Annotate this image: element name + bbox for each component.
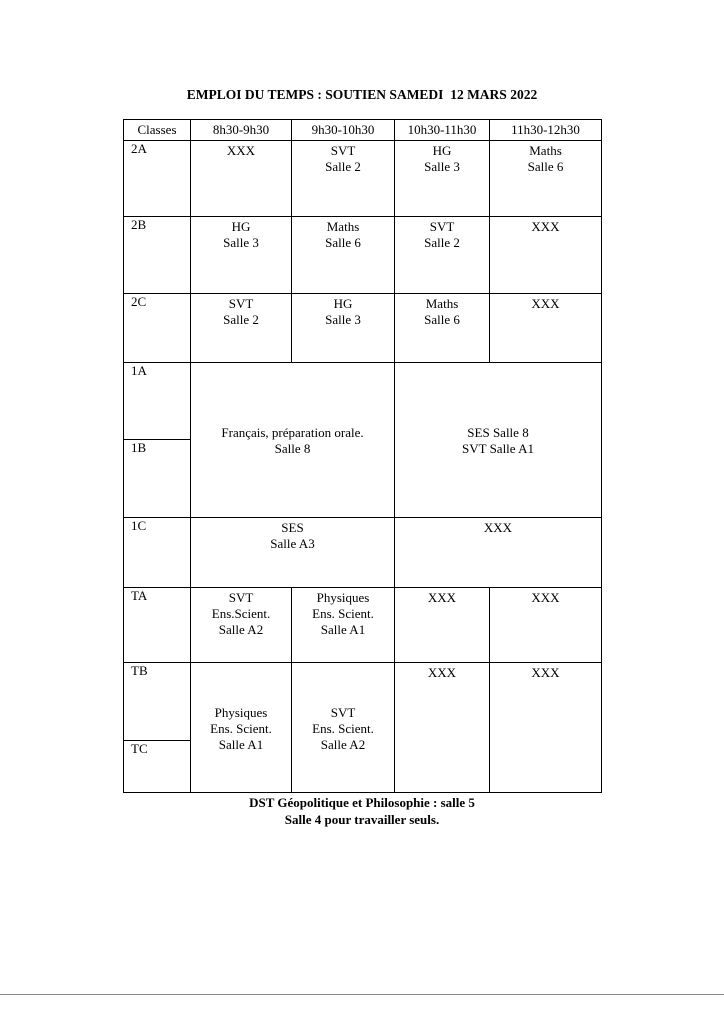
cell-TA-2 xyxy=(292,588,395,663)
class-label: 2A xyxy=(124,141,191,217)
cell-2C-1 xyxy=(191,294,292,363)
cell-TBC-1 xyxy=(191,663,292,793)
cell-1AB-right xyxy=(395,363,602,518)
cell-text: Français, préparation orale. xyxy=(221,425,364,440)
cell-text: Salle 6 xyxy=(424,312,460,327)
class-label: TA xyxy=(124,588,191,663)
class-label: TC xyxy=(124,741,191,793)
cell-text: XXX xyxy=(427,665,457,680)
cell-TB-4 xyxy=(490,663,602,793)
cell-text: Ens.Scient. xyxy=(211,606,271,621)
cell-text: Salle 2 xyxy=(424,235,460,250)
cell-text: XXX xyxy=(483,520,513,535)
cell-TA-4 xyxy=(490,588,602,663)
cell-text: XXX xyxy=(531,590,560,605)
cell-text: HG xyxy=(432,143,452,158)
cell-TB-3 xyxy=(395,663,490,793)
cell-text: Physiques xyxy=(316,590,370,605)
cell-text: HG xyxy=(231,219,251,234)
cell-text: XXX xyxy=(531,665,560,680)
cell-text: Salle A2 xyxy=(320,736,366,752)
cell-text: XXX xyxy=(531,219,560,234)
cell-text: Salle 2 xyxy=(223,312,259,327)
cell-text: Salle A1 xyxy=(218,736,264,752)
cell-2B-2 xyxy=(292,217,395,294)
cell-text: Salle 3 xyxy=(424,159,460,174)
class-label: 1A xyxy=(124,363,191,440)
cell-1AB-left xyxy=(191,363,395,518)
header-slot-1: 8h30-9h30 xyxy=(191,120,292,141)
cell-text: Salle A1 xyxy=(320,622,366,637)
cell-2C-3 xyxy=(395,294,490,363)
cell-text: Salle A2 xyxy=(218,622,264,637)
cell-text: Ens. Scient. xyxy=(210,720,272,736)
cell-TA-1 xyxy=(191,588,292,663)
cell-text: Salle 3 xyxy=(325,312,361,327)
cell-text: SVT xyxy=(228,590,254,605)
page-title: EMPLOI DU TEMPS : SOUTIEN SAMEDI 12 MARS 2022 xyxy=(186,87,538,102)
cell-text: Salle A3 xyxy=(270,536,315,551)
class-label: 2B xyxy=(124,217,191,294)
cell-text: SVT xyxy=(330,704,356,720)
cell-2A-2 xyxy=(292,141,395,217)
cell-text: HG xyxy=(333,296,353,311)
cell-text: SVT xyxy=(330,143,356,158)
cell-text: Salle 8 xyxy=(274,441,311,456)
cell-TA-3 xyxy=(395,588,490,663)
footer-line-2: Salle 4 pour travailler seuls. xyxy=(284,812,440,827)
cell-text: Physiques xyxy=(214,704,268,720)
row-TA xyxy=(124,588,602,663)
cell-text: Maths xyxy=(529,143,562,158)
header-slot-4: 11h30-12h30 xyxy=(490,120,602,141)
cell-text: SVT Salle A1 xyxy=(462,441,534,456)
cell-text: Salle 2 xyxy=(325,159,361,174)
cell-2A-1 xyxy=(191,141,292,217)
row-TB xyxy=(124,663,602,741)
row-2B xyxy=(124,217,602,294)
cell-2B-1 xyxy=(191,217,292,294)
cell-2B-4 xyxy=(490,217,602,294)
cell-text: Salle 6 xyxy=(325,235,361,250)
cell-2C-2 xyxy=(292,294,395,363)
row-1A xyxy=(124,363,602,440)
class-label: 1C xyxy=(124,518,191,588)
header-slot-2: 9h30-10h30 xyxy=(292,120,395,141)
footer-line-1: DST Géopolitique et Philosophie : salle 5 xyxy=(249,795,475,810)
timetable xyxy=(123,119,602,793)
cell-TBC-2 xyxy=(292,663,395,793)
cell-text: Maths xyxy=(326,219,360,234)
header-classes: Classes xyxy=(124,120,191,141)
cell-2A-4 xyxy=(490,141,602,217)
cell-text: SES Salle 8 xyxy=(467,425,529,440)
cell-2A-3 xyxy=(395,141,490,217)
cell-text: Maths xyxy=(425,296,459,311)
cell-text: XXX xyxy=(226,143,256,158)
cell-2B-3 xyxy=(395,217,490,294)
cell-2C-4 xyxy=(490,294,602,363)
class-label: 1B xyxy=(124,440,191,518)
cell-text: SVT xyxy=(228,296,254,311)
header-row xyxy=(124,120,602,141)
page-bottom-rule xyxy=(0,994,724,995)
row-2A xyxy=(124,141,602,217)
cell-text: XXX xyxy=(427,590,457,605)
cell-1C-right xyxy=(395,518,602,588)
cell-1C-left xyxy=(191,518,395,588)
class-label: 2C xyxy=(124,294,191,363)
class-label: TB xyxy=(124,663,191,741)
cell-text: SES xyxy=(281,520,304,535)
cell-text: Salle 3 xyxy=(223,235,259,250)
row-2C xyxy=(124,294,602,363)
header-slot-3: 10h30-11h30 xyxy=(395,120,490,141)
cell-text: Ens. Scient. xyxy=(312,720,374,736)
cell-text: XXX xyxy=(531,296,560,311)
row-1C xyxy=(124,518,602,588)
cell-text: SVT xyxy=(429,219,455,234)
cell-text: Ens. Scient. xyxy=(312,606,374,621)
cell-text: Salle 6 xyxy=(527,159,564,174)
